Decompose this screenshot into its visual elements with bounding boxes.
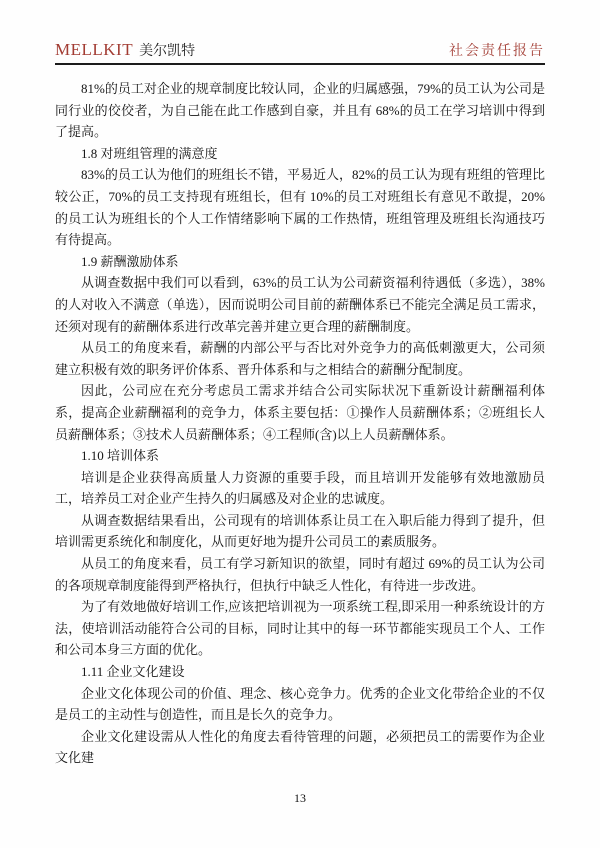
paragraph: 因此，公司应在充分考虑员工需求并结合公司实际状况下重新设计薪酬福利体系，提高企业薪酬福利的竞争力，体系主要包括：①操作人员薪酬体系；②班组长人员薪酬体系；③技术人员薪酬体系；④工程师(含)以上人员薪酬体系。	[55, 383, 545, 442]
section-heading-1-8: 1.8 对班组管理的满意度	[81, 145, 218, 161]
company-logo-cjk: 美尔凯特	[139, 44, 196, 59]
paragraph: 从员工的角度来看，薪酬的内部公平与否比对外竞争力的高低刺激更大，公司须建立积极有效的职务评价体系、晋升体系和与之相结合的薪酬分配制度。	[55, 340, 545, 377]
paragraph: 为了有效地做好培训工作,应该把培训视为一项系统工程,即采用一种系统设计的方法，使培训活动能符合公司的目标，同时让其中的每一环节都能实现员工个人、工作和公司本身三方面的优化。	[55, 599, 545, 658]
report-body	[55, 78, 545, 769]
paragraph: 81%的员工对企业的规章制度比较认同，企业的归属感强，79%的员工认为公司是同行业的佼佼者，为自己能在此工作感到自豪，并且有 68%的员工在学习培训中得到了提高。	[55, 81, 545, 140]
page-number: 13	[294, 791, 306, 805]
paragraph: 从员工的角度来看，员工有学习新知识的欲望，同时有超过 69%的员工认为公司的各项规章制度能得到严格执行，但执行中缺乏人性化，有待进一步改进。	[55, 556, 545, 593]
paragraph: 从调查数据结果看出，公司现有的培训体系让员工在入职后能力得到了提升，但培训需更系统化和制度化，从而更好地为提升公司员工的素质服务。	[55, 512, 545, 550]
paragraph: 83%的员工认为他们的班组长不错，平易近人，82%的员工认为现有班组的管理比较公正，70%的员工支持现有班组长，但有 10%的员工对班组长有意见不敢提，20%的员工认为班组长的个人工作情绪影响下属的工作热情，班组管理及班组长沟通技巧有待提高。	[55, 167, 545, 248]
company-logo	[55, 40, 195, 60]
paragraph: 从调查数据中我们可以看到，63%的员工认为公司薪资福利待遇低（多选），38%的人对收入不满意（单选），因而说明公司目前的薪酬体系已不能完全满足员工需求，还须对现有的薪酬体系进行改革完善并建立更合理的薪酬制度。	[55, 275, 545, 334]
paragraph: 企业文化建设需从人性化的角度去看待管理的问题，必须把员工的需要作为企业文化建	[55, 728, 545, 766]
page-header	[55, 0, 545, 65]
section-heading-1-11: 1.11 企业文化建设	[81, 664, 185, 680]
document-title: 社会责任报告	[449, 44, 545, 59]
company-logo-latin: MELLKIT	[55, 40, 134, 59]
section-heading-1-10: 1.10 培训体系	[81, 448, 160, 464]
paragraph: 企业文化体现公司的价值、理念、核心竞争力。优秀的企业文化带给企业的不仅是员工的主动性与创造性，而且是长久的竞争力。	[55, 685, 545, 723]
paragraph: 培训是企业获得高质量人力资源的重要手段，而且培训开发能够有效地激励员工，培养员工对企业产生持久的归属感及对企业的忠诚度。	[55, 469, 545, 507]
section-heading-1-9: 1.9 薪酬激励体系	[81, 253, 179, 269]
